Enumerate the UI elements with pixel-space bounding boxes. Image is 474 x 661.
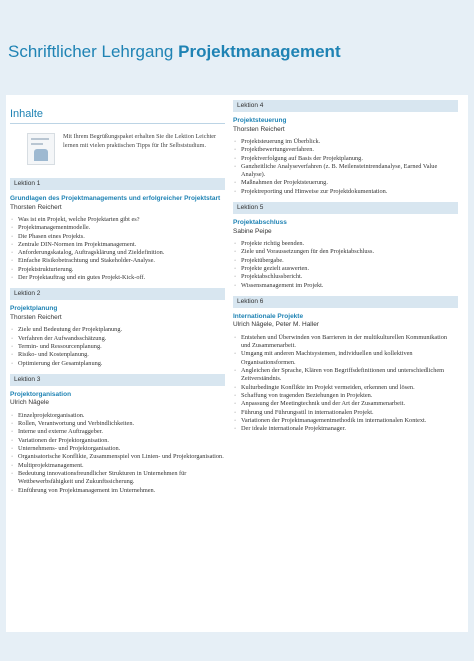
lesson-3 (10, 374, 225, 495)
lesson-title: Grundlagen des Projektmanagements und erfolgreicher Projektstart (10, 195, 221, 202)
lesson-label: Lektion 5 (233, 202, 458, 214)
lesson-label: Lektion 6 (233, 296, 458, 308)
list-item: · Rollen, Verantwortung und Verbindlichkeiten. (10, 420, 225, 428)
lesson-title: Projektabschluss (233, 219, 287, 227)
list-item: · Risiko- und Kostenplanung. (10, 351, 225, 359)
intro-text: Mit Ihrem Begrüßungspaket erhalten Sie die Lektion Leichter lernen mit vielen praktischen Tipps für Ihr Selbststudium. (63, 133, 217, 149)
list-item: · Angleichen der Sprache, Klären von Begriffsdefinitionen und unterschiedlichem Zeitverständnis. (233, 367, 458, 384)
title-regular: Schriftlicher Lehrgang (8, 42, 174, 61)
lesson-label: Lektion 4 (233, 100, 458, 112)
booklet-thumbnail (27, 133, 55, 165)
list-item: · Projektsteuerung im Überblick. (233, 138, 458, 146)
list-item: · Führung und Führungsstil in internationalen Projekt. (233, 409, 458, 417)
list-item: · Umgang mit anderen Machtsystemen, individuellen und kollektiven Organisationsformen. (233, 350, 458, 367)
list-item: · Bedeutung innovationsfreundlicher Strukturen in Unternehmen für Wettbewerbsfähigkeit und Zukunftssicherung. (10, 470, 225, 487)
lesson-label: Lektion 2 (10, 288, 225, 300)
list-item: · Kulturbedingte Konflikte im Projekt vermeiden, erkennen und lösen. (233, 384, 458, 392)
intro-block (10, 133, 225, 178)
list-item: · Variationen der Projektmanagementmethodik im internationalen Kontext. (233, 417, 458, 425)
lesson-4 (233, 100, 458, 196)
list-item: · Anpassung der Meetingtechnik und der Art der Zusammenarbeit. (233, 400, 458, 408)
list-item: · Der Projektauftrag und ein gutes Projekt-Kick-off. (10, 274, 225, 282)
list-item: · Organisatorische Konflikte, Zusammenspiel von Linien- und Projektorganisation. (10, 453, 225, 461)
list-item: · Anforderungskatalog, Auftragsklärung und Zieldefinition. (10, 249, 225, 257)
list-item: · Wissensmanagement im Projekt. (233, 282, 458, 290)
content-panel (6, 100, 468, 632)
lesson-title: Projektplanung (10, 305, 58, 313)
lesson-title: Projektorganisation (10, 390, 72, 398)
list-item: · Projektmanagementmodelle. (10, 224, 225, 232)
list-item: · Ziele und Bedeutung der Projektplanung. (10, 326, 225, 334)
list-item: · Projekte gezielt auswerten. (233, 265, 458, 273)
footer-band (0, 632, 474, 661)
list-item: · Der ideale internationale Projektmanager. (233, 425, 458, 433)
list-item: · Interne und externe Auftraggeber. (10, 428, 225, 436)
lesson-author: Thorsten Reichert (10, 313, 62, 321)
lesson-label: Lektion 3 (10, 374, 225, 386)
page-title (8, 42, 341, 62)
section-heading: Inhalte (10, 108, 225, 124)
list-item: · Die Phasen eines Projekts. (10, 233, 225, 241)
lesson-5 (233, 202, 458, 290)
lesson-label: Lektion 1 (10, 178, 225, 190)
lesson-2 (10, 288, 225, 367)
right-column (233, 100, 458, 433)
lesson-title: Projektsteuerung (233, 117, 287, 124)
lesson-items (233, 138, 458, 196)
list-item: · Zentrale DIN-Normen im Projektmanagement. (10, 241, 225, 249)
lesson-items (10, 412, 225, 495)
list-item: · Termin- und Ressourcenplanung. (10, 343, 225, 351)
left-column (10, 100, 225, 495)
list-item: · Maßnahmen der Projektsteuerung. (233, 179, 458, 187)
lesson-author: Thorsten Reichert (233, 125, 285, 133)
list-item: · Projekte richtig beenden. (233, 240, 458, 248)
lesson-1 (10, 178, 225, 282)
list-item: · Projektbewertungsverfahren. (233, 146, 458, 154)
lesson-title: Internationale Projekte (233, 312, 304, 320)
list-item: · Optimierung der Gesamtplanung. (10, 360, 225, 368)
list-item: · Projektreporting und Hinweise zur Projektdokumentation. (233, 188, 458, 196)
list-item: · Projektabschlussbericht. (233, 273, 458, 281)
lesson-author: Ulrich Nägele (10, 399, 50, 407)
list-item: · Ganzheitliche Analyseverfahren (z. B. Meilensteintrendanalyse, Earned Value Analyse). (233, 163, 458, 180)
lesson-author: Ulrich Nägele, Peter M. Haller (233, 321, 319, 329)
list-item: · Ziele und Voraussetzungen für den Projektabschluss. (233, 248, 458, 256)
list-item: · Projektverfolgung auf Basis der Projektplanung. (233, 155, 458, 163)
list-item: · Einzelprojektorganisation. (10, 412, 225, 420)
list-item: · Projektstrukturierung. (10, 266, 225, 274)
lesson-6 (233, 296, 458, 434)
lesson-items (10, 326, 225, 367)
list-item: · Multiprojektmanagement. (10, 462, 225, 470)
list-item: · Was ist ein Projekt, welche Projektarten gibt es? (10, 216, 225, 224)
list-item: · Schaffung von tragenden Beziehungen in Projekten. (233, 392, 458, 400)
list-item: · Entstehen und Überwinden von Barrieren in der multikulturellen Kommunikation und Zusammenarbeit. (233, 334, 458, 351)
lesson-author: Thorsten Reichert (10, 203, 62, 211)
list-item: · Unternehmens- und Projektorganisation. (10, 445, 225, 453)
lesson-items (233, 334, 458, 434)
lesson-items (233, 240, 458, 290)
list-item: · Einfache Risikobetrachtung und Stakeholder-Analyse. (10, 257, 225, 265)
lesson-author: Sabine Peipe (233, 227, 272, 235)
list-item: · Variationen der Projektorganisation. (10, 437, 225, 445)
list-item: · Projektübergabe. (233, 257, 458, 265)
right-margin-band (468, 95, 474, 635)
title-bold: Projektmanagement (178, 42, 341, 61)
list-item: · Verfahren der Aufwandsschätzung. (10, 335, 225, 343)
lesson-items (10, 216, 225, 282)
list-item: · Einführung von Projektmanagement im Unternehmen. (10, 487, 225, 495)
